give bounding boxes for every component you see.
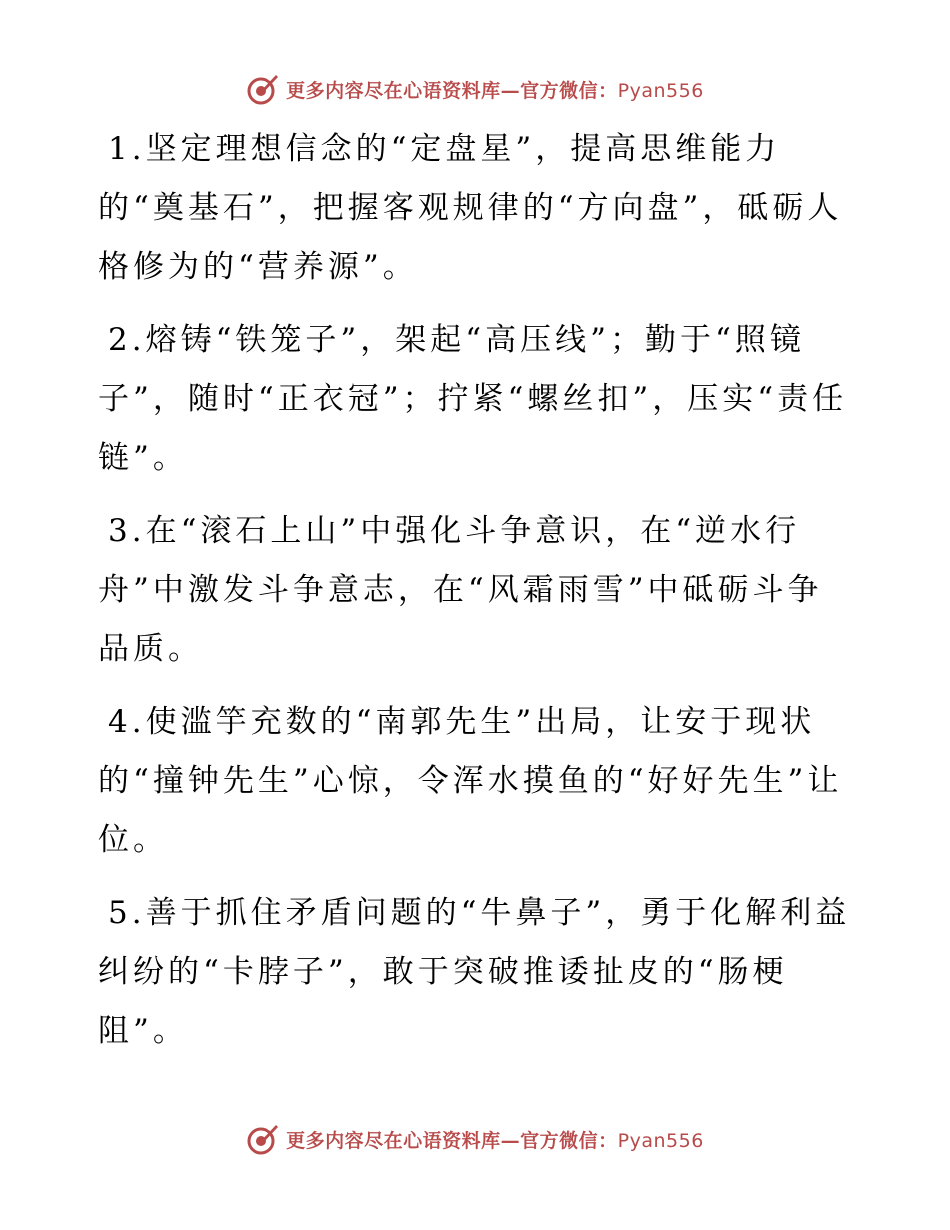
paragraph-1 — [98, 120, 853, 297]
paragraph-text: 善于抓住矛盾问题的“牛鼻子”，勇于化解利益纠纷的“卡脖子”，敢于突破推诿扯皮的“肠梗阻”。 — [98, 895, 851, 1049]
paragraph-number: 1. — [108, 131, 146, 167]
quill-pen-seal-icon — [246, 72, 280, 106]
paragraph-text: 使滥竽充数的“南郭先生”出局，让安于现状的“撞钟先生”心惊，令浑水摸鱼的“好好先生”让位。 — [98, 704, 843, 858]
paragraph-number: 2. — [108, 322, 146, 358]
paragraph-number: 3. — [108, 513, 146, 549]
watermark-contact: Pyan556 — [617, 1129, 704, 1152]
paragraph-number: 5. — [108, 895, 146, 931]
quill-pen-seal-icon — [246, 1122, 280, 1156]
paragraph-4 — [98, 693, 853, 870]
watermark-text: 更多内容尽在心语资料库—官方微信：Pyan556 — [286, 79, 704, 102]
watermark-contact: Pyan556 — [617, 79, 704, 102]
watermark-text: 更多内容尽在心语资料库—官方微信：Pyan556 — [286, 1129, 704, 1152]
paragraph-text: 坚定理想信念的“定盘星”，提高思维能力的“奠基石”，把握客观规律的“方向盘”，砥砺人格修为的“营养源”。 — [98, 131, 843, 285]
paragraph-2 — [98, 311, 853, 488]
paragraph-text: 熔铸“铁笼子”，架起“高压线”；勤于“照镜子”，随时“正衣冠”；拧紧“螺丝扣”，压实“责任链”。 — [98, 322, 848, 476]
paragraph-number: 4. — [108, 704, 146, 740]
paragraph-3 — [98, 502, 853, 679]
header-watermark — [0, 71, 950, 107]
document-body — [98, 120, 853, 1075]
footer-watermark — [0, 1121, 950, 1157]
paragraph-5 — [98, 884, 853, 1061]
paragraph-text: 在“滚石上山”中强化斗争意识，在“逆水行舟”中激发斗争意志，在“风霜雨雪”中砥砺斗争品质。 — [98, 513, 823, 667]
